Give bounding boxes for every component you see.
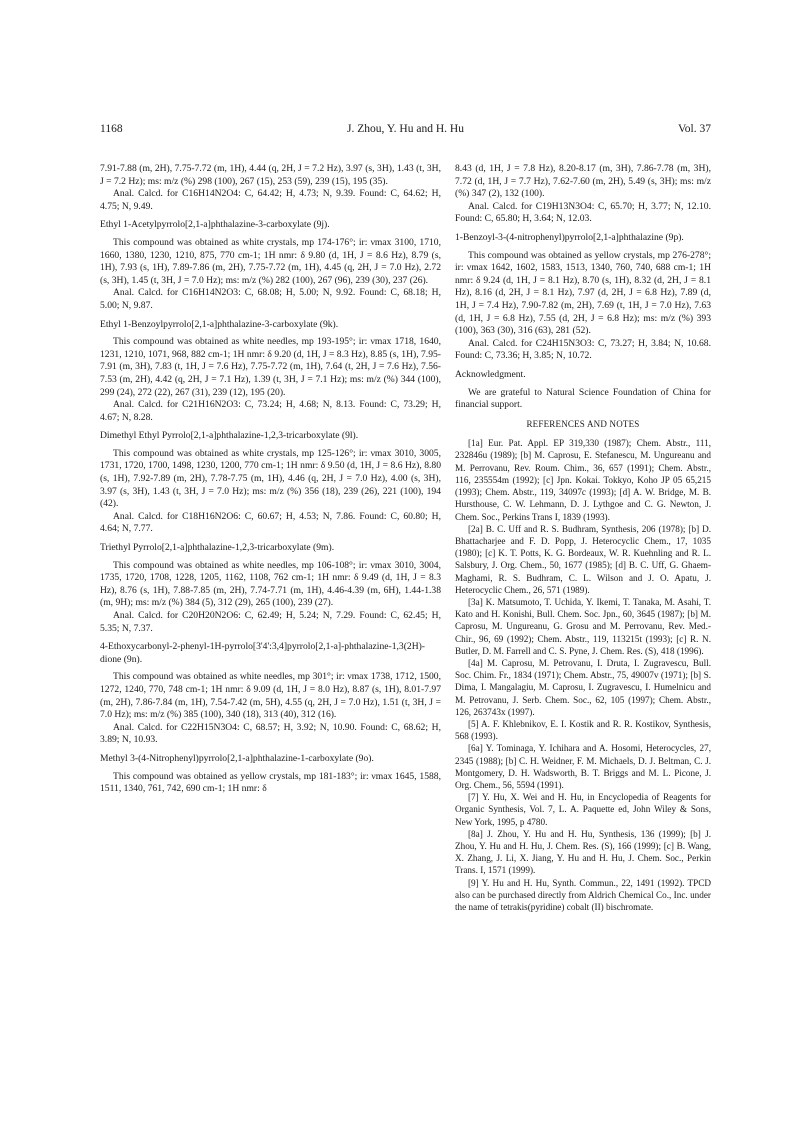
analysis-text: Anal. Calcd. for C18H16N2O6: C, 60.67; H, 4.53; N, 7.86. Found: C, 60.80; H, 4.64; N, 7.77.	[100, 510, 441, 535]
acknowledgment-text: We are grateful to Natural Science Foundation of China for financial support.	[455, 386, 711, 411]
analysis-text: Anal. Calcd. for C20H20N2O6: C, 62.49; H, 5.24; N, 7.29. Found: C, 62.45; H, 5.35; N, 7.37.	[100, 610, 441, 634]
acknowledgment-heading: Acknowledgment.	[455, 368, 526, 380]
analysis-text: Anal. Calcd. for C24H15N3O3: C, 73.27; H, 3.84; N, 10.68. Found: C, 73.36; H, 3.85; N, 10.72.	[455, 337, 711, 362]
analysis-text: Anal. Calcd. for C22H15N3O4: C, 68.57; H, 3.92; N, 10.90. Found: C, 68.62; H, 3.89; N, 10.93.	[100, 721, 441, 746]
references-heading: REFERENCES AND NOTES	[526, 418, 640, 429]
running-header	[100, 123, 711, 139]
analysis-text: Anal. Calcd. for C16H14N2O4: C, 64.42; H, 4.73; N, 9.39. Found: C, 64.62; H, 4.75; N, 9.49.	[100, 188, 441, 212]
reference-item: [6a] Y. Tominaga, Y. Ichihara and A. Hosomi, Heterocycles, 27, 2345 (1988); [b] C. H. Weidner, F. M. Michaels, D. J. Beltman, C. J. Montgomery, D. H. Wadsworth, B. T. Briggs and M. L. Picone, J. Org. Chem., 56, 5594 (1991).	[455, 743, 711, 790]
paragraph: This compound was obtained as white crystals, mp 174-176°; ir: νmax 3100, 1710, 1660, 1380, 1230, 1210, 875, 770 cm-1; 1H nmr: δ 9.80 (d, 1H, J = 8.6 Hz), 8.79 (s, 1H), 7.93 (s, 1H), 7.89-7.86 (m, 2H), 7.75-7.72 (m, 1H), 4.45 (q, 2H, J = 7.0 Hz), 2.72 (s, 3H), 1.45 (t, 3H, J = 7.0 Hz); ms: m/z (%) 282 (100), 267 (96), 239 (30), 237 (26).	[100, 236, 441, 286]
reference-item: [1a] Eur. Pat. Appl. EP 319,330 (1987); Chem. Abstr., 111, 232846u (1989); [b] M. Caprosu, E. Stefanescu, M. Ungureanu and M. Perrovanu, Rev. Roum. Chim., 36, 657 (1991); Chem. Abstr., 116, 235554m (1992); [c] Jpn. Kokai. Tokkyo, Koho JP 05 65,215 (1993); Chem. Abstr., 119, 34097c (1993); [d] A. W. Bridge, M. B. Hursthouse, C. W. Lehmann, D. J. Lythgoe and C. G. Newton, J. Chem. Soc., Perkins Trans I, 1839 (1993).	[455, 438, 711, 522]
reference-item: [9] Y. Hu and H. Hu, Synth. Commun., 22, 1491 (1992). TPCD also can be purchased directly from Aldrich Chemical Co., Inc. under the name of tetrakis(pyridine) cobalt (II) bischromate.	[455, 877, 711, 912]
compound-heading: Dimethyl Ethyl Pyrrolo[2,1-a]phthalazine-1,2,3-tricarboxylate (9l).	[100, 430, 359, 442]
volume-label: Vol. 37	[677, 123, 711, 135]
compound-heading: Ethyl 1-Benzoylpyrrolo[2,1-a]phthalazine-3-carboxylate (9k).	[100, 318, 339, 330]
reference-item: [5] A. F. Khlebnikov, E. I. Kostik and R. R. Kostikov, Synthesis, 568 (1993).	[455, 718, 711, 742]
running-authors: J. Zhou, Y. Hu and H. Hu	[347, 123, 464, 135]
right-column	[455, 163, 711, 913]
paragraph: This compound was obtained as white crystals, mp 125-126°; ir: νmax 3010, 3005, 1731, 1720, 1700, 1498, 1230, 1200, 770 cm-1; 1H nmr: δ 9.50 (d, 1H, J = 8.6 Hz), 8.80 (s, 1H), 7.92-7.89 (m, 2H), 7.78-7.75 (m, 1H), 4.46 (q, 2H, J = 7.0 Hz), 4.00 (s, 3H), 3.97 (s, 3H), 1.43 (t, 3H, J = 7.0 Hz); ms: m/z (%) 356 (18), 239 (26), 221 (100), 194 (42).	[100, 447, 441, 510]
compound-heading: Methyl 3-(4-Nitrophenyl)pyrrolo[2,1-a]phthalazine-1-carboxylate (9o).	[100, 752, 374, 764]
compound-heading: Triethyl Pyrrolo[2,1-a]phthalazine-1,2,3-tricarboxylate (9m).	[100, 542, 335, 554]
reference-item: [2a] B. C. Uff and R. S. Budhram, Synthesis, 206 (1978); [b] D. Bhattacharjee and F. D. Popp, J. Heterocyclic Chem., 17, 1035 (1980); [c] K. T. Potts, K. G. Bordeaux, W. R. Kuehnling and R. L. Salsbury, J. Org. Chem., 50, 1677 (1985); [d] B. C. Uff, G. Ghaem-Maghami, R. S. Budhram, C. L. Wilson and J. O. Apatu, J. Heterocyclic Chem., 26, 571 (1989).	[455, 523, 711, 595]
analysis-text: Anal. Calcd. for C19H13N3O4: C, 65.70; H, 3.77; N, 12.10. Found: C, 65.80; H, 3.64; N, 12.03.	[455, 200, 711, 225]
page-number: 1168	[100, 123, 123, 135]
reference-item: [4a] M. Caprosu, M. Petrovanu, I. Druta, I. Zugravescu, Bull. Soc. Chim. Fr., 1834 (1971); Chem. Abstr., 75, 49007v (1971); [b] S. Dima, I. Mangalagiu, M. Caprosu, I. Zugravescu, I. Humelnicu and M. Petrovanu, J. Serb. Chem. Soc., 62, 105 (1997); Chem. Abstr., 126, 263743x (1997).	[455, 657, 711, 717]
paragraph: This compound was obtained as white needles, mp 193-195°; ir: νmax 1718, 1640, 1231, 1210, 1071, 968, 882 cm-1; 1H nmr: δ 9.20 (d, 1H, J = 8.3 Hz), 8.85 (s, 1H), 7.95-7.91 (m, 3H), 7.83 (t, 1H, J = 7.6 Hz), 7.75-7.72 (m, 1H), 7.64 (t, 2H, J = 7.6 Hz), 7.56-7.53 (m, 2H), 4.42 (q, 2H, J = 7.1 Hz), 1.39 (t, 3H, J = 7.1 Hz); ms: m/z (%) 344 (100), 299 (24), 272 (22), 267 (31), 239 (12), 195 (20).	[100, 336, 441, 398]
paragraph: This compound was obtained as yellow crystals, mp 181-183°; ir: νmax 1645, 1588, 1511, 1340, 761, 742, 690 cm-1; 1H nmr: δ	[100, 770, 441, 795]
reference-item: [3a] K. Matsumoto, T. Uchida, Y. Ikemi, T. Tanaka, M. Asahi, T. Kato and H. Konishi, Bull. Chem. Soc. Jpn., 60, 3645 (1987); [b] M. Caprosu, M. Ungureanu, G. Grosu and M. Perrovanu, Rev. Med.-Chir., 96, 69 (1992); Chem. Abstr., 119, 113215t (1993); [c] R. N. Butler, D. M. Farrell and C. S. Pyne, J. Chem. Res. (S), 418 (1996).	[455, 596, 711, 656]
left-column	[100, 163, 441, 796]
paragraph: This compound was obtained as yellow crystals, mp 276-278°; ir: νmax 1642, 1602, 1583, 1513, 1340, 760, 740, 688 cm-1; 1H nmr: δ 9.24 (d, 1H, J = 8.1 Hz), 8.70 (s, 1H), 8.32 (d, 2H, J = 8.1 Hz), 8.16 (d, 2H, J = 8.1 Hz), 7.97 (d, 2H, J = 6.8 Hz), 7.89 (d, 1H, J = 7.4 Hz), 7.90-7.82 (m, 2H), 7.69 (t, 1H, J = 7.0 Hz), 7.63 (d, 1H, J = 6.8 Hz), 7.55 (d, 2H, J = 6.8 Hz); ms: m/z (%) 393 (100), 363 (30), 316 (63), 281 (52).	[455, 249, 711, 337]
paragraph: This compound was obtained as white needles, mp 301°; ir: νmax 1738, 1712, 1500, 1272, 1240, 770, 748 cm-1; 1H nmr: δ 9.09 (d, 1H, J = 8.0 Hz), 8.87 (s, 1H), 8.01-7.97 (m, 2H), 7.86-7.84 (m, 1H), 7.54-7.42 (m, 5H), 4.55 (q, 2H, J = 7.0 Hz), 1.51 (t, 3H, J = 7.0 Hz); ms: m/z (%) 385 (100), 340 (18), 313 (40), 312 (16).	[100, 671, 441, 721]
compound-heading: 1-Benzoyl-3-(4-nitrophenyl)pyrrolo[2,1-a]phthalazine (9p).	[455, 231, 684, 243]
analysis-text: Anal. Calcd. for C16H14N2O3: C, 68.08; H, 5.00; N, 9.92. Found: C, 68.18; H, 5.00; N, 9.87.	[100, 287, 441, 311]
paragraph: This compound was obtained as white needles, mp 106-108°; ir: νmax 3010, 3004, 1735, 1720, 1708, 1228, 1205, 1162, 1108, 762 cm-1; 1H nmr: δ 9.49 (d, 1H, J = 8.3 Hz), 8.76 (s, 1H), 7.88-7.85 (m, 2H), 7.74-7.71 (m, 1H), 4.46-4.39 (m, 6H), 1.44-1.38 (m, 9H); ms: m/z (%) 384 (5), 312 (29), 265 (100), 239 (27).	[100, 559, 441, 609]
compound-heading: Ethyl 1-Acetylpyrrolo[2,1-a]phthalazine-3-carboxylate (9j).	[100, 219, 330, 231]
analysis-text: Anal. Calcd. for C21H16N2O3: C, 73.24; H, 4.68; N, 8.13. Found: C, 73.29; H, 4.67; N, 8.28.	[100, 399, 441, 423]
paragraph: 8.43 (d, 1H, J = 7.8 Hz), 8.20-8.17 (m, 3H), 7.86-7.78 (m, 3H), 7.72 (d, 1H, J = 7.7 Hz), 7.62-7.60 (m, 2H), 5.49 (s, 3H); ms: m/z (%) 347 (2), 132 (100).	[455, 163, 711, 200]
compound-heading: 4-Ethoxycarbonyl-2-phenyl-1H-pyrrolo[3'4':3,4]pyrrolo[2,1-a]-phthalazine-1,3(2H)-dione (9n).	[100, 641, 426, 665]
reference-item: [7] Y. Hu, X. Wei and H. Hu, in Encyclopedia of Reagents for Organic Synthesis, Vol. 7, L. A. Paquette ed, John Wiley & Sons, New York, 1995, p 4780.	[455, 792, 711, 827]
paragraph: 7.91-7.88 (m, 2H), 7.75-7.72 (m, 1H), 4.44 (q, 2H, J = 7.2 Hz), 3.97 (s, 3H), 1.43 (t, 3H, J = 7.2 Hz); ms: m/z (%) 298 (100), 267 (15), 253 (59), 239 (15), 195 (35).	[100, 163, 441, 187]
reference-item: [8a] J. Zhou, Y. Hu and H. Hu, Synthesis, 136 (1999); [b] J. Zhou, Y. Hu and H. Hu, J. Chem. Res. (S), 166 (1999); [c] B. Wang, X. Zhang, J. Li, X. Jiang, Y. Hu and H. Hu, J. Chem. Soc., Perkin Trans. I, 1571 (1999).	[455, 828, 711, 876]
